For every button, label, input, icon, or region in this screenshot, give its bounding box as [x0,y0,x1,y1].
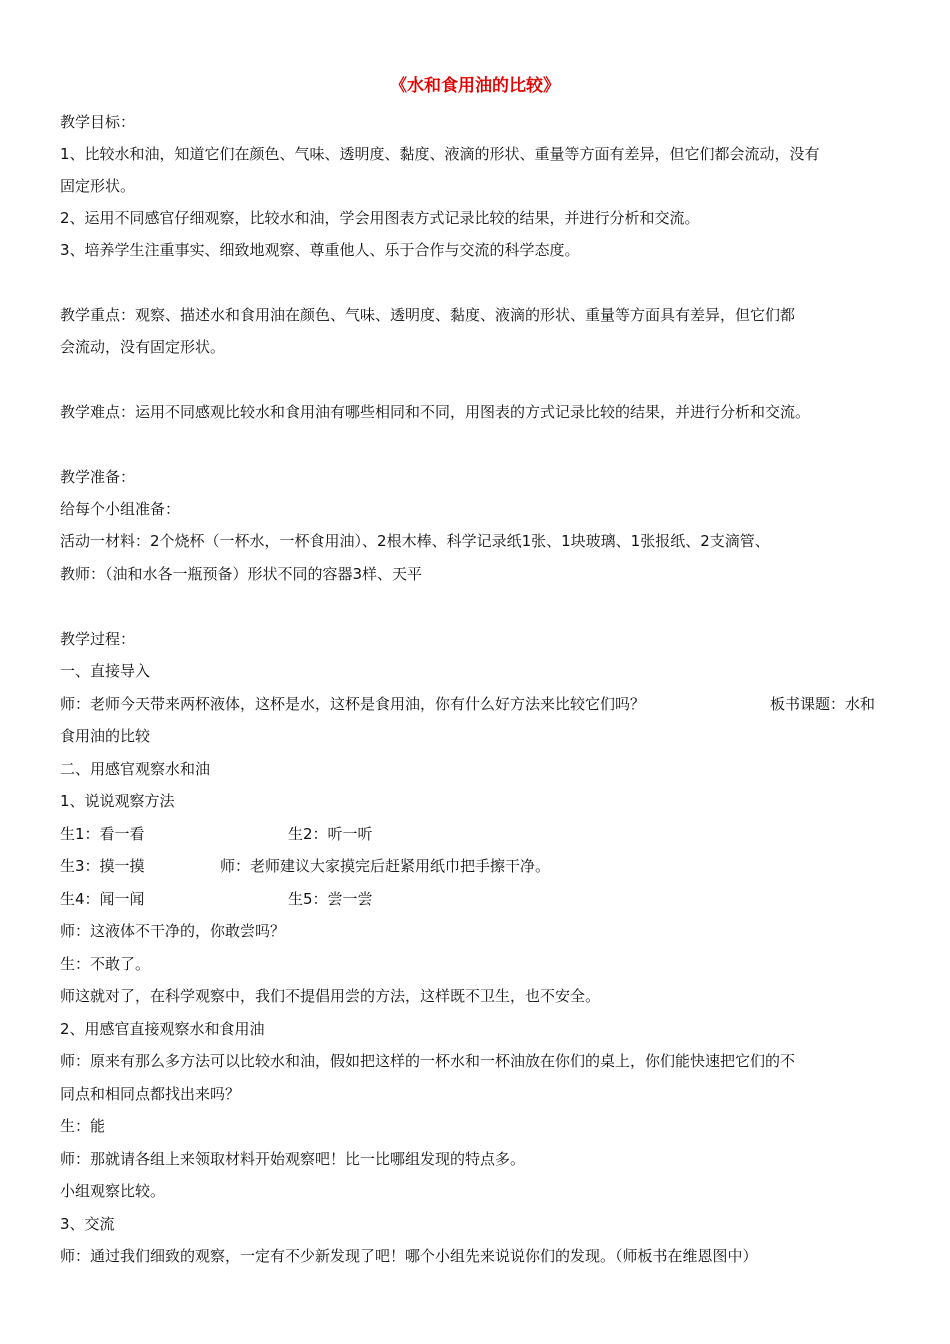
text-line: 固定形状。 [60,177,136,195]
text-line: 生2：听一听 [288,825,373,843]
text-line: 二、用感官观察水和油 [60,760,211,778]
text-line: 1、比较水和油，知道它们在颜色、气味、透明度、黏度、液滴的形状、重量等方面有差异，但它们都会流动，没有 [60,145,820,163]
text-line: 教学过程： [60,630,136,648]
text-line: 生：能 [60,1117,106,1135]
text-line: 会流动，没有固定形状。 [60,338,226,356]
text-line: 小组观察比较。 [60,1182,166,1200]
document-title: 《水和食用油的比较》 [390,76,560,96]
text-line: 板书课题：水和 [770,695,876,713]
text-line: 3、培养学生注重事实、细致地观察、尊重他人、乐于合作与交流的科学态度。 [60,241,580,259]
text-line: 教学难点：运用不同感观比较水和食用油有哪些相同和不同，用图表的方式记录比较的结果，并进行分析和交流。 [60,403,811,421]
text-line: 教学准备： [60,468,136,486]
text-line: 生3：摸一摸 [60,857,145,875]
text-line: 教师：（油和水各一瓶预备）形状不同的容器3样、天平 [60,565,423,583]
text-line: 教学重点：观察、描述水和食用油在颜色、气味、透明度、黏度、液滴的形状、重量等方面具有差异，但它们都 [60,306,796,324]
text-line: 2、用感官直接观察水和食用油 [60,1020,265,1038]
text-line: 3、交流 [60,1215,115,1233]
text-line: 食用油的比较 [60,727,151,745]
text-line: 师：老师建议大家摸完后赶紧用纸巾把手擦干净。 [220,857,551,875]
text-line: 一、直接导入 [60,662,151,680]
text-line: 1、说说观察方法 [60,792,175,810]
text-line: 师这就对了，在科学观察中，我们不提倡用尝的方法，这样既不卫生，也不安全。 [60,987,601,1005]
text-line: 生4：闻一闻 [60,890,145,908]
text-line: 生5：尝一尝 [288,890,373,908]
text-line: 生1：看一看 [60,825,145,843]
text-line: 教学目标： [60,113,136,131]
text-line: 活动一材料：2个烧杯（一杯水，一杯食用油）、2根木棒、科学记录纸1张、1块玻璃、1张报纸、2支滴管、 [60,532,770,550]
text-line: 给每个小组准备： [60,500,181,518]
text-line: 师：那就请各组上来领取材料开始观察吧！比一比哪组发现的特点多。 [60,1150,526,1168]
text-line: 生：不敢了。 [60,955,151,973]
text-line: 同点和相同点都找出来吗？ [60,1085,241,1103]
text-line: 师：原来有那么多方法可以比较水和油，假如把这样的一杯水和一杯油放在你们的桌上，你们能快速把它们的不 [60,1052,796,1070]
text-line: 师：老师今天带来两杯液体，这杯是水，这杯是食用油，你有什么好方法来比较它们吗？ [60,695,646,713]
text-line: 师：这液体不干净的，你敢尝吗？ [60,922,286,940]
text-line: 师：通过我们细致的观察，一定有不少新发现了吧！哪个小组先来说说你们的发现。（师板书在维恩图中） [60,1247,758,1265]
text-line: 2、运用不同感官仔细观察，比较水和油，学会用图表方式记录比较的结果，并进行分析和交流。 [60,209,700,227]
